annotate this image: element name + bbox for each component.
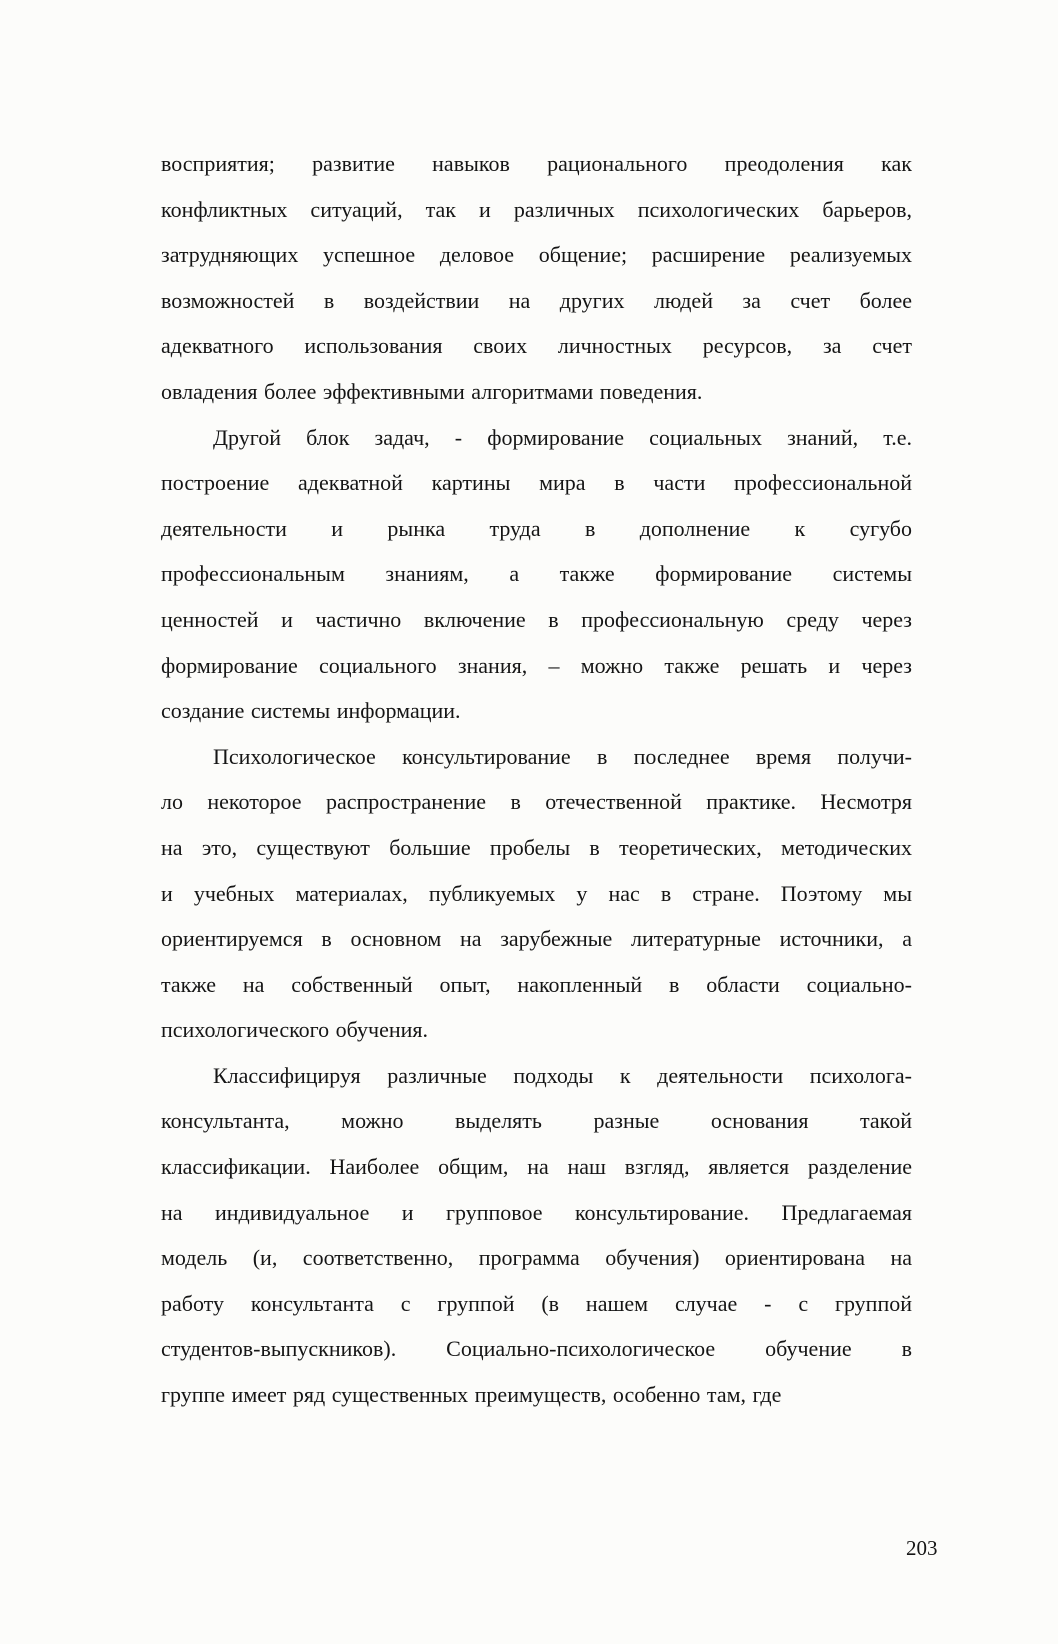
text-line: затрудняющих успешное деловое общение; расширение реализуемых [161, 242, 912, 268]
text-line: ценностей и частично включение в профессиональную среду через [161, 606, 912, 632]
text-line: Психологическое консультирование в последнее время получи- [213, 743, 912, 769]
text-line: Классифицируя различные подходы к деятельности психолога- [213, 1062, 912, 1088]
text-line: создание системы информации. [161, 698, 461, 724]
text-line: классификации. Наиболее общим, на наш взгляд, является разделение [161, 1154, 912, 1180]
text-line: ориентируемся в основном на зарубежные литературные источники, а [161, 926, 912, 952]
text-block [161, 141, 912, 1418]
text-line: профессиональным знаниям, а также формирование системы [161, 561, 912, 587]
text-line: и учебных материалах, публикуемых у нас в стране. Поэтому мы [161, 880, 912, 906]
text-line: модель (и, соответственно, программа обучения) ориентирована на [161, 1245, 912, 1271]
text-line: восприятия; развитие навыков рационального преодоления как [161, 151, 912, 176]
page-number: 203 [906, 1536, 938, 1560]
text-line: Другой блок задач, - формирование социальных знаний, т.е. [213, 424, 912, 450]
text-line: студентов-выпускников). Социально-психологическое обучение в [161, 1336, 912, 1362]
text-line: деятельности и рынка труда в дополнение к сугубо [161, 515, 912, 541]
text-line: работу консультанта с группой (в нашем случае - с группой [161, 1290, 912, 1316]
text-line: конфликтных ситуаций, так и различных психологических барьеров, [161, 196, 912, 222]
text-line: также на собственный опыт, накопленный в области социально- [161, 971, 912, 997]
text-line: группе имеет ряд существенных преимуществ, особенно там, где [161, 1382, 782, 1408]
text-line: на это, существуют большие пробелы в теоретических, методических [161, 834, 912, 860]
text-line: овладения более эффективными алгоритмами поведения. [161, 378, 703, 404]
text-line: построение адекватной картины мира в части профессиональной [161, 470, 912, 496]
text-line: формирование социального знания, – можно также решать и через [161, 652, 912, 678]
text-line: консультанта, можно выделять разные основания такой [161, 1108, 912, 1134]
text-line: возможностей в воздействии на других людей за счет более [161, 287, 912, 313]
text-line: на индивидуальное и групповое консультирование. Предлагаемая [161, 1199, 912, 1225]
text-line: ло некоторое распространение в отечественной практике. Несмотря [161, 789, 912, 815]
text-line: адекватного использования своих личностных ресурсов, за счет [161, 333, 912, 359]
text-line: психологического обучения. [161, 1017, 428, 1043]
